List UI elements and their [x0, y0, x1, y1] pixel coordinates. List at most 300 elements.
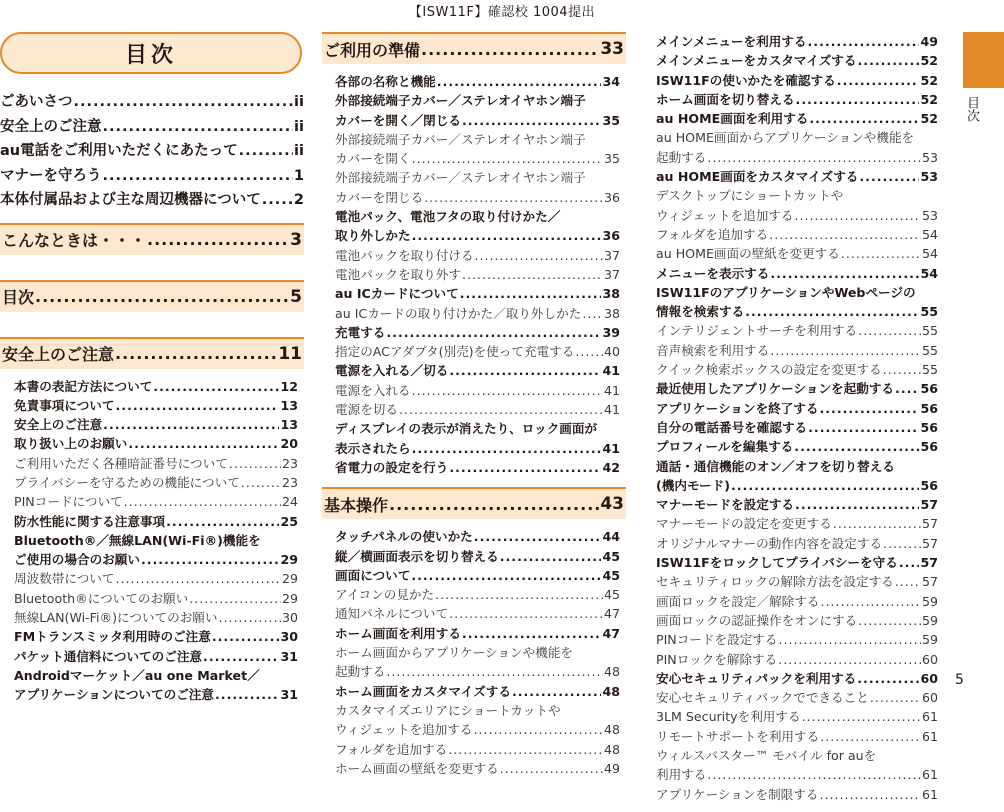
- entry-page: 41: [603, 382, 620, 398]
- toc-entry[interactable]: [656, 437, 938, 456]
- entry-page: 30: [281, 610, 298, 626]
- entry-page: 29: [280, 552, 298, 568]
- entry-page: 47: [602, 625, 620, 641]
- entry-title: プロフィールを編集する: [656, 439, 794, 455]
- section-page: 43: [600, 494, 624, 515]
- entry-page: 57: [921, 535, 938, 551]
- entry-title: メニューを表示する: [656, 265, 770, 281]
- entry-page: 56: [920, 419, 938, 435]
- entry-title: 起動する: [656, 149, 707, 165]
- leader-dots: [462, 265, 603, 284]
- toc-entry[interactable]: [656, 32, 938, 51]
- entry-title: 取り外しかた: [335, 228, 411, 244]
- leader-dots: [899, 553, 920, 572]
- leader-dots: [103, 115, 294, 140]
- leader-dots: [895, 379, 919, 398]
- toc-entry[interactable]: [656, 148, 938, 167]
- entry-page: 38: [602, 286, 620, 302]
- leader-dots: [189, 589, 281, 608]
- toc-entry[interactable]: [656, 572, 938, 591]
- entry-page: 30: [280, 629, 298, 645]
- leader-dots: [262, 188, 293, 213]
- entry-title: プライバシーを守るための機能について: [14, 474, 240, 490]
- leader-dots: [795, 206, 921, 225]
- entry-page: 45: [602, 567, 620, 583]
- entry-title: 本書の表記方法について: [14, 378, 153, 394]
- toc-entry-line: ISW11FのアプリケーションやWebページの: [656, 284, 916, 300]
- leader-dots: [412, 226, 602, 245]
- entry-title: アプリケーションを制限する: [656, 786, 819, 802]
- entry-page: 53: [920, 169, 938, 185]
- entry-title: ごあいさつ: [0, 94, 73, 110]
- entry-title: 音声検索を利用する: [656, 342, 770, 358]
- entry-page: 59: [921, 612, 938, 628]
- entry-page: 38: [603, 305, 620, 321]
- leader-dots: [116, 396, 280, 415]
- entry-title: au ICカードの取り付けかた／取り外しかた: [335, 305, 582, 321]
- entry-title: ウィジェットを追加する: [335, 722, 473, 738]
- toc-entry[interactable]: [335, 720, 620, 739]
- toc-entry[interactable]: [656, 244, 938, 263]
- section-title: こんなときは・・・: [2, 231, 147, 250]
- entry-title: フォルダを追加する: [656, 226, 769, 242]
- leader-dots: [858, 51, 920, 70]
- entry-page: 61: [921, 709, 938, 725]
- entry-page: 2: [293, 192, 304, 208]
- toc-entry[interactable]: [14, 589, 298, 608]
- entry-page: 57: [920, 555, 938, 571]
- entry-page: 53: [921, 149, 938, 165]
- anzen-entry-list: [0, 369, 304, 713]
- leader-dots: [474, 720, 603, 739]
- toc-entry[interactable]: [656, 109, 938, 128]
- entry-page: 36: [602, 228, 620, 244]
- entry-title: 利用する: [656, 767, 707, 783]
- leader-dots: [460, 284, 602, 303]
- entry-title: 自分の電話番号を確認する: [656, 419, 808, 435]
- leader-dots: [153, 377, 279, 396]
- toc-entry[interactable]: [0, 188, 304, 213]
- entry-page: 55: [921, 362, 938, 378]
- entry-title: ISW11Fをロックしてプライバシーを守る: [656, 555, 898, 571]
- entry-page: 48: [603, 664, 620, 680]
- toc-entry[interactable]: [656, 669, 938, 688]
- toc-entry[interactable]: [656, 630, 938, 649]
- entry-page: 54: [921, 226, 938, 242]
- toc-entry[interactable]: [335, 265, 620, 284]
- leader-dots: [778, 630, 920, 649]
- leader-dots: [166, 512, 279, 531]
- entry-title: ホーム画面を利用する: [335, 625, 461, 641]
- toc-entry[interactable]: [656, 418, 938, 437]
- toc-entry[interactable]: [14, 492, 298, 511]
- entry-page: 61: [921, 728, 938, 744]
- leader-dots: [809, 109, 919, 128]
- leader-dots: [512, 682, 602, 701]
- leader-dots: [820, 727, 921, 746]
- toc-entry[interactable]: [335, 624, 620, 643]
- entry-page: 29: [281, 590, 298, 606]
- entry-page: ii: [294, 143, 304, 159]
- entry-title: 周波数帯について: [14, 571, 115, 587]
- entry-title: 安心セキュリティパックでできること: [656, 690, 869, 706]
- entry-title: 省電力の設定を行う: [335, 459, 449, 475]
- entry-title: カバーを開く／閉じる: [335, 112, 461, 128]
- leader-dots: [229, 454, 281, 473]
- toc-entry[interactable]: [335, 759, 620, 778]
- leader-dots: [462, 624, 602, 643]
- entry-page: ii: [294, 94, 304, 110]
- leader-dots: [386, 323, 601, 342]
- entry-page: 12: [280, 378, 298, 394]
- toc-entry[interactable]: [656, 90, 938, 109]
- entry-title: 無線LAN(Wi-Fi®)についてのお願い: [14, 610, 218, 626]
- leader-dots: [411, 566, 601, 585]
- leader-dots: [212, 627, 280, 646]
- entry-title: 縦／横画面表示を切り替える: [335, 548, 499, 564]
- entry-page: 35: [602, 112, 620, 128]
- leader-dots: [837, 71, 920, 90]
- entry-title: au HOME画面を利用する: [656, 111, 809, 127]
- leader-dots: [449, 604, 603, 623]
- entry-title: 取り扱い上のお願い: [14, 436, 128, 452]
- toc-column-3: [651, 32, 944, 812]
- toc-entry[interactable]: [14, 608, 298, 627]
- toc-entry-line: ディスプレイの表示が消えたり、ロック画面が: [335, 421, 598, 437]
- entry-title: 安心セキュリティパックを利用する: [656, 670, 857, 686]
- leader-dots: [241, 473, 281, 492]
- toc-entry[interactable]: [335, 188, 620, 207]
- toc-entry[interactable]: [335, 566, 620, 585]
- entry-page: 37: [603, 266, 620, 282]
- section-anzen[interactable]: [0, 337, 304, 369]
- toc-entry[interactable]: [656, 534, 938, 553]
- chapter-index-tab[interactable]: [963, 32, 1004, 88]
- toc-entry[interactable]: [335, 342, 620, 361]
- entry-title: Bluetooth®についてのお願い: [14, 590, 189, 606]
- entry-title: 通知パネルについて: [335, 606, 449, 622]
- leader-dots: [575, 342, 603, 361]
- toc-entry[interactable]: [14, 454, 298, 473]
- toc-entry-line: 外部接続端子カバー／ステレオイヤホン端子: [335, 131, 586, 147]
- leader-dots: [794, 437, 919, 456]
- entry-page: 48: [603, 741, 620, 757]
- toc-entry[interactable]: [14, 473, 298, 492]
- entry-title: カバーを閉じる: [335, 189, 424, 205]
- entry-page: 35: [603, 151, 620, 167]
- toc-entry[interactable]: [335, 527, 620, 546]
- leader-dots: [857, 669, 919, 688]
- col3-entry-list: [651, 32, 944, 812]
- entry-page: 56: [920, 477, 938, 493]
- toc-entry[interactable]: [656, 341, 938, 360]
- leader-dots: [883, 534, 921, 553]
- entry-page: 57: [921, 574, 938, 590]
- toc-entry[interactable]: [656, 225, 938, 244]
- toc-title-box: [0, 32, 302, 74]
- leader-dots: [808, 32, 920, 51]
- entry-page: 61: [921, 767, 938, 783]
- entry-title: 表示されたら: [335, 440, 411, 456]
- entry-title: PINロックを解除する: [656, 651, 778, 667]
- toc-entry[interactable]: [0, 164, 304, 189]
- entry-page: 31: [280, 687, 298, 703]
- entry-title: 画面ロックの認証操作をオンにする: [656, 612, 858, 628]
- entry-title: (機内モード): [656, 477, 730, 493]
- toc-entry[interactable]: [335, 381, 620, 400]
- leader-dots: [819, 399, 919, 418]
- toc-entry[interactable]: [656, 379, 938, 398]
- toc-entry[interactable]: [335, 740, 620, 759]
- toc-entry[interactable]: [335, 304, 620, 323]
- leader-dots: [103, 164, 293, 189]
- leader-dots: [795, 495, 919, 514]
- section-title: 基本操作: [324, 495, 389, 515]
- entry-title: クイック検索ボックスの設定を変更する: [656, 362, 882, 378]
- entry-title: メインメニューをカスタマイズする: [656, 53, 857, 69]
- entry-title: PINコードについて: [14, 494, 123, 510]
- toc-entry[interactable]: [656, 707, 938, 726]
- entry-page: 39: [602, 324, 620, 340]
- toc-entry[interactable]: [14, 627, 298, 646]
- leader-dots: [796, 90, 920, 109]
- entry-page: 45: [603, 587, 620, 603]
- proof-header-note: 【ISW11F】確認校 1004提出: [408, 5, 596, 20]
- entry-page: 23: [281, 474, 298, 490]
- toc-entry[interactable]: [14, 377, 298, 396]
- toc-title: 目次: [124, 43, 177, 68]
- entry-title: 最近使用したアプリケーションを起動する: [656, 381, 895, 397]
- entry-page: 41: [602, 440, 620, 456]
- toc-entry-line: カスタマイズエリアにショートカットや: [335, 702, 561, 718]
- entry-page: 55: [920, 304, 938, 320]
- toc-entry[interactable]: [0, 139, 304, 164]
- leader-dots: [437, 72, 602, 91]
- entry-page: 41: [603, 402, 620, 418]
- entry-page: 52: [920, 53, 938, 69]
- entry-page: 47: [603, 606, 620, 622]
- leader-dots: [500, 547, 602, 566]
- leader-dots: [116, 569, 281, 588]
- toc-entry[interactable]: [656, 650, 938, 669]
- entry-page: ii: [294, 118, 304, 135]
- entry-page: 59: [921, 632, 938, 648]
- toc-entry[interactable]: [14, 569, 298, 588]
- toc-entry[interactable]: [335, 547, 620, 566]
- entry-title: 免責事項について: [14, 397, 115, 413]
- toc-entry[interactable]: [335, 439, 620, 458]
- toc-entry[interactable]: [656, 592, 938, 611]
- junbi-entry-list: [322, 64, 626, 485]
- entry-page: 59: [921, 593, 938, 609]
- leader-dots: [895, 572, 921, 591]
- leader-dots: [219, 608, 281, 627]
- toc-entry[interactable]: [656, 514, 938, 533]
- toc-entry[interactable]: [335, 662, 620, 681]
- entry-page: 60: [921, 690, 938, 706]
- entry-page: 1: [293, 167, 304, 184]
- leader-dots: [412, 439, 602, 458]
- entry-page: 45: [602, 548, 620, 564]
- entry-page: 36: [603, 189, 620, 205]
- leader-dots: [462, 111, 602, 130]
- toc-entry[interactable]: [14, 512, 298, 531]
- entry-page: 40: [603, 344, 620, 360]
- entry-title: ご使用の場合のお願い: [14, 552, 140, 568]
- leader-dots: [203, 647, 279, 666]
- toc-entry[interactable]: [14, 434, 298, 453]
- toc-column-1: [0, 32, 304, 713]
- toc-entry[interactable]: [656, 206, 938, 225]
- toc-entry[interactable]: [335, 458, 620, 477]
- toc-entry[interactable]: [14, 396, 298, 415]
- entry-title: インテリジェントサーチを利用する: [656, 323, 858, 339]
- toc-entry[interactable]: [335, 284, 620, 303]
- entry-page: 49: [920, 34, 938, 49]
- entry-title: 電池パックを取り外す: [335, 266, 461, 282]
- toc-entry[interactable]: [14, 685, 298, 704]
- entry-title: タッチパネルの使いかた: [335, 529, 473, 545]
- entry-page: 25: [280, 513, 298, 529]
- leader-dots: [582, 304, 603, 323]
- leader-dots: [820, 592, 921, 611]
- toc-entry[interactable]: [0, 90, 304, 115]
- leader-dots: [770, 341, 921, 360]
- entry-title: 画面ロックを設定／解除する: [656, 593, 820, 609]
- toc-entry[interactable]: [335, 149, 620, 168]
- leader-dots: [124, 492, 281, 511]
- toc-entry[interactable]: [656, 51, 938, 70]
- entry-title: ホーム画面の壁紙を変更する: [335, 760, 499, 776]
- leader-dots: [239, 139, 293, 164]
- entry-title: フォルダを追加する: [335, 741, 448, 757]
- entry-title: 情報を検索する: [656, 304, 745, 320]
- leader-dots: [819, 785, 921, 804]
- leader-dots: [448, 740, 603, 759]
- section-page: 5: [290, 286, 302, 307]
- leader-dots: [449, 458, 601, 477]
- section-kihon[interactable]: [322, 487, 626, 519]
- toc-entry[interactable]: [656, 302, 938, 321]
- entry-title: au電話をご利用いただくにあたって: [0, 143, 238, 159]
- toc-entry[interactable]: [335, 226, 620, 245]
- toc-entry[interactable]: [656, 727, 938, 746]
- toc-entry[interactable]: [335, 400, 620, 419]
- leader-dots: [475, 246, 603, 265]
- leader-dots: [500, 759, 603, 778]
- toc-entry[interactable]: [335, 682, 620, 701]
- entry-page: 61: [921, 786, 938, 802]
- entry-title: マナーモードを設定する: [656, 497, 795, 513]
- entry-title: リモートサポートを利用する: [656, 728, 820, 744]
- toc-entry[interactable]: [656, 167, 938, 186]
- leader-dots: [386, 662, 603, 681]
- toc-entry[interactable]: [335, 246, 620, 265]
- toc-entry[interactable]: [14, 647, 298, 666]
- entry-title: PINコードを設定する: [656, 632, 778, 648]
- toc-entry-line: ウィルスバスター™ モバイル for auを: [656, 747, 877, 763]
- entry-title: 本体付属品および主な周辺機器について: [0, 192, 261, 208]
- toc-entry[interactable]: [656, 611, 938, 630]
- entry-page: 48: [603, 722, 620, 738]
- entry-title: ウィジェットを追加する: [656, 207, 794, 223]
- entry-page: 52: [920, 72, 938, 88]
- toc-entry[interactable]: [335, 604, 620, 623]
- leader-dots: [858, 321, 921, 340]
- entry-title: 電源を入れる: [335, 382, 411, 398]
- leader-dots: [128, 434, 279, 453]
- entry-title: au HOME画面の壁紙を変更する: [656, 246, 840, 262]
- toc-entry-line: Bluetooth®／無線LAN(Wi-Fi®)機能を: [14, 532, 261, 548]
- section-junbi[interactable]: [322, 32, 626, 64]
- entry-page: 53: [921, 207, 938, 223]
- kihon-entry-list: [322, 519, 626, 786]
- entry-page: 57: [920, 497, 938, 513]
- entry-title: au ICカードについて: [335, 286, 459, 302]
- leader-dots: [833, 514, 921, 533]
- leader-dots: [769, 225, 921, 244]
- entry-page: 48: [602, 683, 620, 699]
- toc-entry[interactable]: [335, 585, 620, 604]
- leader-dots: [103, 415, 279, 434]
- leader-dots: [778, 650, 921, 669]
- leader-dots: [707, 148, 921, 167]
- entry-page: 60: [921, 651, 938, 667]
- toc-entry[interactable]: [335, 72, 620, 91]
- toc-entry[interactable]: [656, 765, 938, 784]
- leader-dots: [141, 550, 280, 569]
- entry-page: 20: [280, 436, 298, 452]
- toc-entry[interactable]: [656, 495, 938, 514]
- toc-entry[interactable]: [656, 399, 938, 418]
- toc-entry[interactable]: [656, 476, 938, 495]
- toc-entry[interactable]: [656, 71, 938, 90]
- toc-entry[interactable]: [14, 415, 298, 434]
- leader-dots: [802, 707, 921, 726]
- entry-page: 57: [921, 516, 938, 532]
- toc-entry[interactable]: [656, 321, 938, 340]
- toc-entry[interactable]: [335, 111, 620, 130]
- entry-page: 49: [603, 760, 620, 776]
- leader-dots: [859, 167, 919, 186]
- toc-entry[interactable]: [656, 785, 938, 804]
- section-page: 3: [290, 229, 302, 250]
- leader-dots: [449, 361, 601, 380]
- toc-entry[interactable]: [656, 360, 938, 379]
- toc-entry[interactable]: [335, 323, 620, 342]
- toc-entry[interactable]: [656, 264, 938, 283]
- toc-entry-line: デスクトップにショートカットや: [656, 188, 844, 204]
- entry-title: 3LM Securityを利用する: [656, 709, 801, 725]
- leader-dots: [841, 244, 921, 263]
- leader-dots: [883, 360, 921, 379]
- toc-entry[interactable]: [14, 550, 298, 569]
- toc-entry[interactable]: [335, 361, 620, 380]
- leader-dots: [474, 527, 602, 546]
- entry-title: ISW11Fの使いかたを確認する: [656, 72, 836, 88]
- entry-title: パケット通信料についてのご注意: [14, 648, 203, 664]
- leader-dots: [745, 302, 919, 321]
- toc-entry-line: Androidマーケット／au one Market／: [14, 667, 260, 683]
- leader-dots: [858, 611, 921, 630]
- leader-dots: [412, 381, 603, 400]
- section-konna[interactable]: [0, 223, 304, 255]
- entry-page: 54: [920, 265, 938, 281]
- section-mokuji[interactable]: [0, 280, 304, 312]
- toc-entry[interactable]: [656, 553, 938, 572]
- entry-title: 各部の名称と機能: [335, 74, 436, 89]
- toc-entry[interactable]: [0, 115, 304, 140]
